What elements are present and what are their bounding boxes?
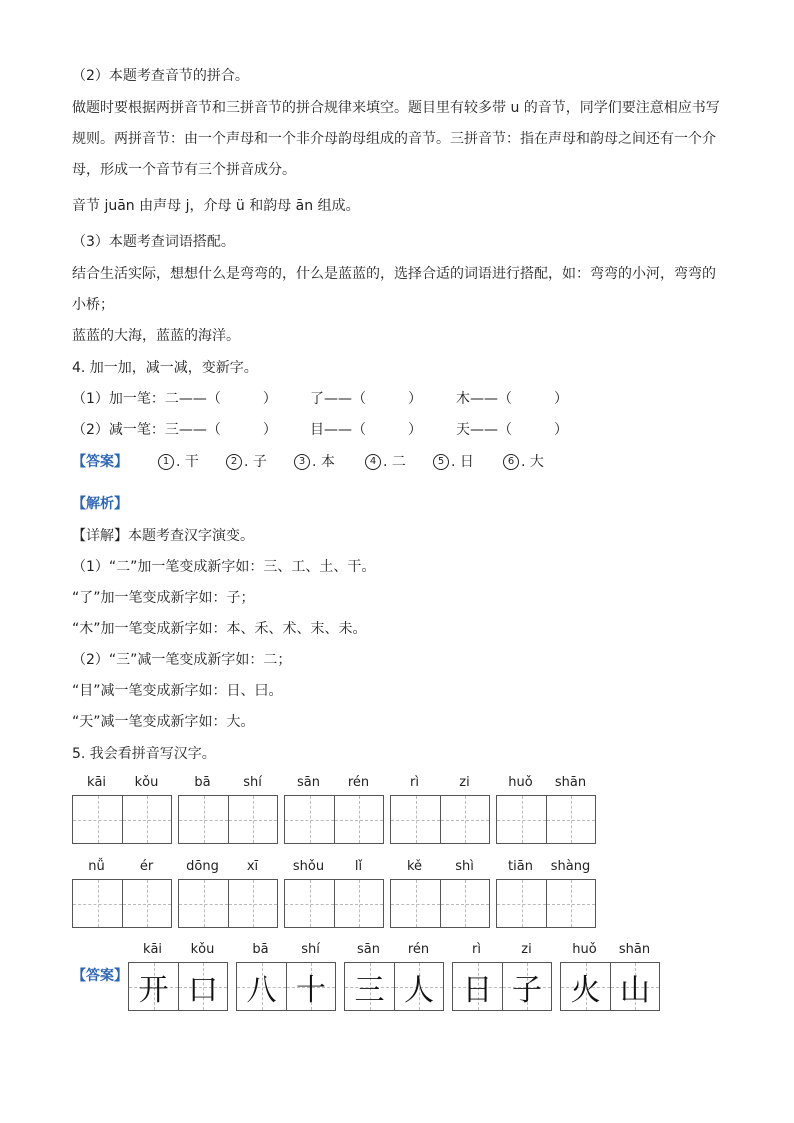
character-cell [179, 880, 228, 927]
pinyin-label: bā [194, 775, 211, 790]
pinyin-label: rì [472, 942, 481, 957]
answer-label: 【答案】 [72, 968, 128, 984]
word-group [284, 775, 384, 845]
character-cell [285, 796, 334, 843]
character-cell [502, 963, 551, 1010]
word-group [496, 775, 596, 845]
word-group [560, 942, 660, 1012]
q4-subtract-item: 目——（ ） [310, 422, 422, 438]
detail-line: （2）“三”减一笔变成新字如：二； [72, 652, 292, 668]
q4-subtract-item: 天——（ ） [456, 422, 568, 438]
q4-subtract-item: （2）减一笔：三——（ ） [72, 422, 277, 438]
explanation-line: 结合生活实际，想想什么是弯弯的，什么是蓝蓝的，选择合适的词语进行搭配，如：弯弯的小河，弯弯的 [72, 266, 716, 282]
q4-answer-item [433, 452, 474, 472]
pinyin-label: shì [455, 859, 474, 874]
character-cell [285, 880, 334, 927]
word-group [390, 859, 490, 929]
pinyin-label: huǒ [572, 942, 597, 957]
writing-box [452, 962, 552, 1011]
word-group [128, 942, 228, 1012]
pinyin-label: dōng [186, 859, 219, 874]
pinyin-label: kǒu [134, 775, 159, 790]
question-4-row-1 [72, 389, 772, 409]
word-group [72, 859, 172, 929]
pinyin-label: bā [252, 942, 269, 957]
explanation-line: 小桥； [72, 297, 114, 313]
question-4-title: 4. 加一加，减一减，变新字。 [72, 360, 258, 376]
pinyin-label: xī [246, 859, 259, 874]
question-4-answer [72, 452, 772, 472]
question-4-row-2 [72, 420, 772, 440]
explanation-line: 音节 juān 由声母 j，介母 ü 和韵母 ān 组成。 [72, 198, 360, 214]
writing-box [72, 795, 172, 844]
pinyin-label: shān [618, 942, 651, 957]
character-cell [228, 880, 277, 927]
pinyin-label: zi [521, 942, 532, 957]
writing-box [284, 795, 384, 844]
pinyin-label: shǒu [292, 859, 325, 874]
pinyin-label: kě [406, 859, 423, 874]
character-cell [334, 796, 383, 843]
detail-line: “木”加一笔变成新字如：本、禾、术、末、未。 [72, 621, 367, 637]
character-cell [391, 880, 440, 927]
hanzi-answer: 开 [138, 972, 169, 1008]
writing-box [344, 962, 444, 1011]
circled-number: 2 [226, 454, 242, 470]
word-group [178, 859, 278, 929]
writing-box [72, 879, 172, 928]
pinyin-grid-row [72, 775, 602, 845]
q4-answer-item [226, 452, 267, 472]
pinyin-label: shān [554, 775, 587, 790]
pinyin-label: rén [407, 942, 430, 957]
character-cell [178, 963, 227, 1010]
word-group [284, 859, 384, 929]
character-cell [345, 963, 394, 1010]
word-group [72, 775, 172, 845]
hanzi-answer: 山 [620, 972, 650, 1008]
character-cell [394, 963, 443, 1010]
answer-character: . 日 [451, 454, 474, 470]
character-cell [237, 963, 286, 1010]
item-2-heading: （2）本题考查音节的拼合。 [72, 68, 249, 84]
character-cell [122, 880, 171, 927]
detail-line: （1）“二”加一笔变成新字如：三、工、土、干。 [72, 559, 376, 575]
circled-number: 5 [433, 454, 449, 470]
character-cell [391, 796, 440, 843]
q4-answer-item [503, 452, 544, 472]
character-cell [440, 880, 489, 927]
character-cell [179, 796, 228, 843]
hanzi-answer: 八 [246, 972, 277, 1008]
answer-character: . 二 [383, 454, 406, 470]
writing-box [178, 795, 278, 844]
pinyin-label: rì [410, 775, 419, 790]
word-group [178, 775, 278, 845]
writing-box [390, 879, 490, 928]
pinyin-label: tiān [508, 859, 533, 874]
word-group [344, 942, 444, 1012]
character-cell [546, 880, 595, 927]
q4-add-item: 了——（ ） [310, 391, 422, 407]
hanzi-answer: 三 [354, 972, 385, 1008]
hanzi-answer: 子 [512, 972, 542, 1008]
character-cell [228, 796, 277, 843]
q4-add-item: 木——（ ） [456, 391, 568, 407]
writing-box [560, 962, 660, 1011]
question-5-title: 5. 我会看拼音写汉字。 [72, 746, 216, 762]
word-group [236, 942, 336, 1012]
character-cell [73, 796, 122, 843]
detail-line: “天”减一笔变成新字如：大。 [72, 714, 255, 730]
answer-grid-row [128, 942, 668, 1012]
hanzi-answer: 火 [570, 972, 601, 1008]
pinyin-label: huǒ [508, 775, 533, 790]
q4-answer-item [294, 452, 335, 472]
writing-box [178, 879, 278, 928]
pinyin-label: zi [459, 775, 470, 790]
circled-number: 3 [294, 454, 310, 470]
pinyin-label: lǐ [354, 859, 363, 874]
answer-character: . 干 [176, 454, 199, 470]
character-cell [440, 796, 489, 843]
character-cell [561, 963, 610, 1010]
q4-answer-item [365, 452, 406, 472]
pinyin-label: shí [243, 775, 262, 790]
detail-line: 【详解】本题考查汉字演变。 [72, 528, 254, 544]
character-cell [129, 963, 178, 1010]
detail-line: “目”减一笔变成新字如：日、曰。 [72, 683, 283, 699]
writing-box [128, 962, 228, 1011]
hanzi-answer: 十 [296, 972, 326, 1008]
writing-box [284, 879, 384, 928]
answer-character: . 子 [244, 454, 267, 470]
pinyin-label: rén [347, 775, 370, 790]
character-cell [453, 963, 502, 1010]
pinyin-label: kāi [142, 942, 163, 957]
writing-box [236, 962, 336, 1011]
word-group [496, 859, 596, 929]
analysis-label: 【解析】 [72, 496, 128, 512]
explanation-line: 蓝蓝的大海，蓝蓝的海洋。 [72, 328, 240, 344]
character-cell [546, 796, 595, 843]
q4-add-item: （1）加一笔：二——（ ） [72, 391, 277, 407]
answer-character: . 大 [521, 454, 544, 470]
item-3-heading: （3）本题考查词语搭配。 [72, 234, 235, 250]
character-cell [334, 880, 383, 927]
hanzi-answer: 日 [462, 972, 493, 1008]
character-cell [286, 963, 335, 1010]
circled-number: 6 [503, 454, 519, 470]
character-cell [122, 796, 171, 843]
explanation-line: 规则。两拼音节：由一个声母和一个非介母韵母组成的音节。三拼音节：指在声母和韵母之间还有一个介 [72, 131, 716, 147]
pinyin-label: ér [139, 859, 154, 874]
pinyin-label: sān [297, 775, 320, 790]
pinyin-label: kāi [86, 775, 107, 790]
circled-number: 4 [365, 454, 381, 470]
pinyin-label: shàng [550, 859, 591, 874]
pinyin-label: nǚ [88, 859, 105, 874]
writing-box [496, 879, 596, 928]
pinyin-label: kǒu [190, 942, 215, 957]
writing-box [496, 795, 596, 844]
character-cell [497, 880, 546, 927]
character-cell [497, 796, 546, 843]
hanzi-answer: 口 [188, 972, 218, 1008]
answer-character: . 本 [312, 454, 335, 470]
pinyin-label: shí [301, 942, 320, 957]
circled-number: 1 [158, 454, 174, 470]
writing-box [390, 795, 490, 844]
character-cell [73, 880, 122, 927]
word-group [452, 942, 552, 1012]
pinyin-label: sān [357, 942, 380, 957]
q4-answer-item [158, 452, 199, 472]
explanation-line: 做题时要根据两拼音节和三拼音节的拼合规律来填空。题目里有较多带 u 的音节，同学们要注意相应书写 [72, 100, 720, 116]
answer-label: 【答案】 [72, 454, 128, 470]
explanation-line: 母，形成一个音节有三个拼音成分。 [72, 162, 296, 178]
detail-line: “了”加一笔变成新字如：子； [72, 590, 255, 606]
hanzi-answer: 人 [404, 972, 434, 1008]
word-group [390, 775, 490, 845]
pinyin-grid-row [72, 859, 602, 929]
character-cell [610, 963, 659, 1010]
